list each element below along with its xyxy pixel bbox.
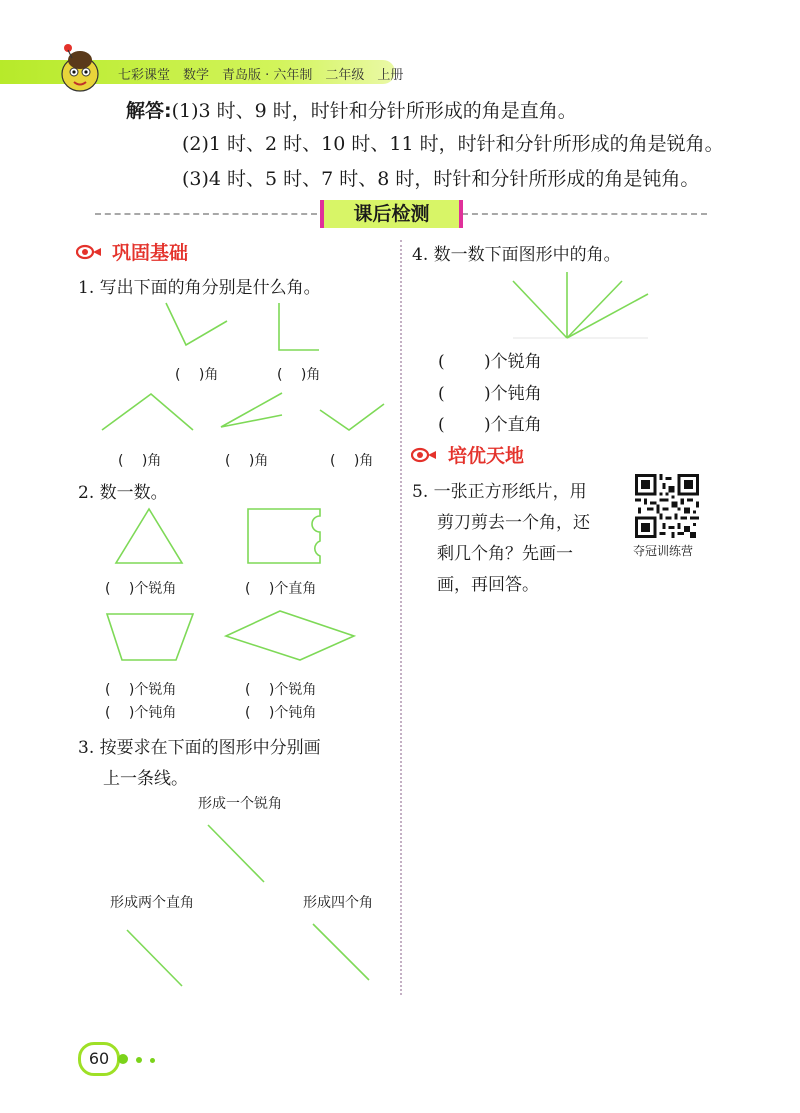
answer-line-2: (2)1 时、2 时、10 时、11 时，时针和分针所形成的角是锐角。 [182, 133, 724, 155]
q3-label-acute: 形成一个锐角 [198, 796, 282, 812]
q2-trapezoid-acute-blank[interactable]: ( )个锐角 [105, 682, 177, 698]
q2-triangle-acute-blank[interactable]: ( )个锐角 [105, 581, 177, 597]
header-title: 七彩课堂 数学 青岛版 · 六年制 二年级 上册 [118, 68, 404, 83]
page-number: 60 [78, 1042, 120, 1076]
q1-blank-c[interactable]: ( )角 [118, 453, 162, 469]
footer-dot-small [150, 1058, 155, 1063]
answer-label: 解答: [126, 100, 172, 122]
section-title-advanced: 培优天地 [448, 445, 525, 467]
q3-title-line-2: 上一条线。 [103, 769, 188, 789]
answer-line-3: (3)4 时、5 时、7 时、8 时，时针和分针所形成的角是钝角。 [182, 168, 700, 190]
q3-label-two-right: 形成两个直角 [110, 895, 194, 911]
q2-title: 2. 数一数。 [78, 483, 168, 503]
q3-line-b [127, 930, 182, 986]
q1-blank-d[interactable]: ( )角 [225, 453, 269, 469]
q2-rectangle-right-blank[interactable]: ( )个直角 [245, 581, 317, 597]
q5-line-1: 5. 一张正方形纸片，用 [412, 482, 587, 502]
q4-right-blank[interactable]: ( )个直角 [438, 415, 542, 435]
q1-blank-b[interactable]: ( )角 [277, 367, 321, 383]
q1-blank-e[interactable]: ( )角 [330, 453, 374, 469]
q5-line-3: 剩几个角？先画一 [437, 544, 573, 564]
q1-blank-a[interactable]: ( )角 [175, 367, 219, 383]
q4-ray-1 [513, 281, 567, 338]
qr-caption: 夺冠训练营 [633, 544, 694, 558]
q3-line-c [313, 924, 369, 980]
q4-acute-blank[interactable]: ( )个锐角 [438, 352, 542, 372]
section-title-basic: 巩固基础 [112, 242, 189, 264]
q2-trapezoid-obtuse-blank[interactable]: ( )个钝角 [105, 705, 177, 721]
section-banner: 课后检测 [320, 200, 463, 228]
answer-text-1: (1)3 时、9 时，时针和分针所形成的角是直角。 [171, 100, 577, 122]
q4-title: 4. 数一数下面图形中的角。 [412, 245, 621, 265]
q3-title-line-1: 3. 按要求在下面的图形中分别画 [78, 738, 321, 758]
q3-label-four-angles: 形成四个角 [303, 895, 373, 911]
footer-dot-large [118, 1054, 128, 1064]
q2-rhombus-acute-blank[interactable]: ( )个锐角 [245, 682, 317, 698]
q4-obtuse-blank[interactable]: ( )个钝角 [438, 384, 542, 404]
footer-dot-medium [136, 1057, 142, 1063]
section-eye-icon-2 [411, 447, 437, 463]
q3-line-a [208, 825, 264, 882]
q5-line-2: 剪刀剪去一个角，还 [437, 513, 590, 533]
q4-figure [0, 0, 800, 360]
qr-code-icon[interactable] [635, 474, 699, 538]
q2-rhombus-obtuse-blank[interactable]: ( )个钝角 [245, 705, 317, 721]
q4-ray-4 [567, 294, 648, 338]
q5-line-4: 画，再回答。 [437, 575, 539, 595]
q1-title: 1. 写出下面的角分别是什么角。 [78, 278, 321, 298]
q4-ray-3 [567, 281, 622, 338]
